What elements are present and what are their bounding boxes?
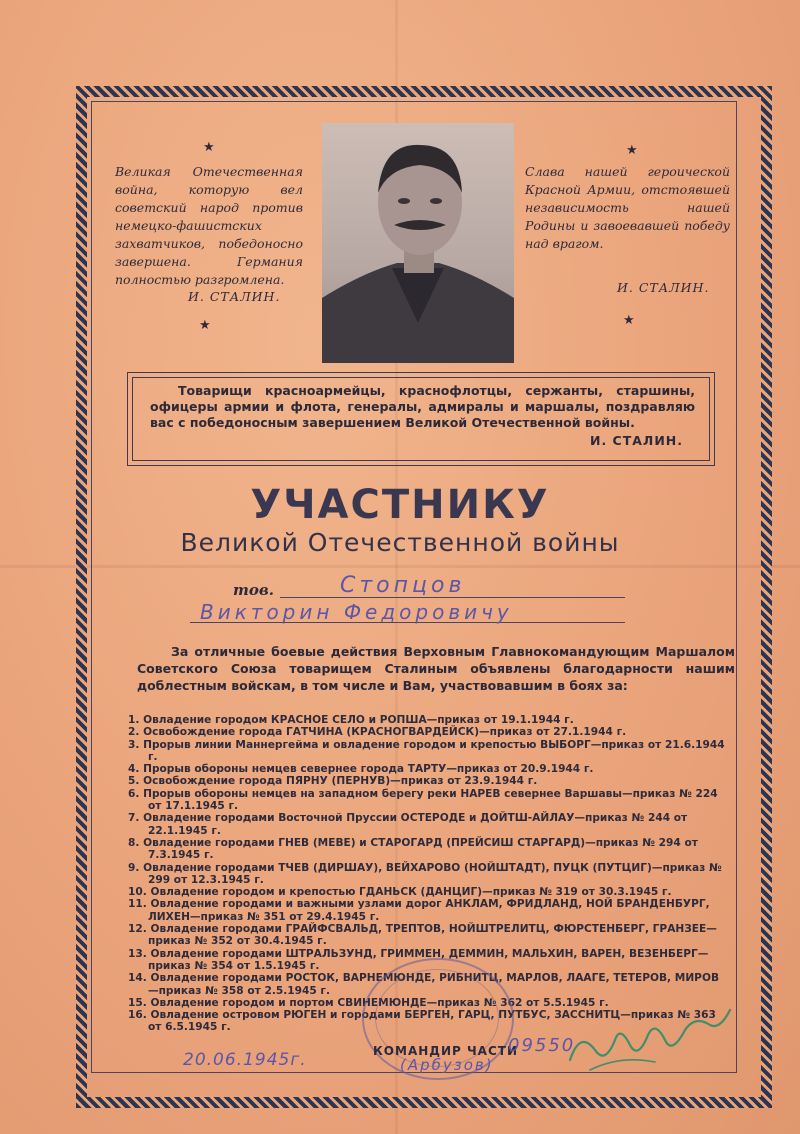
left-quote-signature: И. СТАЛИН.: [188, 289, 281, 304]
certificate-subtitle: Великой Отечественной войны: [180, 528, 620, 557]
recipient-name: Викторин Федоровичу: [200, 600, 513, 624]
unit-number: 09550: [508, 1035, 576, 1056]
list-item: 6. Прорыв обороны немцев на западном берегу реки НАРЕВ севернее Варшавы—приказ № 224 от 17.1.1945 г.: [128, 787, 718, 813]
list-item: 2. Освобождение города ГАТЧИНА (КРАСНОГВАРДЕЙСК)—приказ от 27.1.1944 г.: [128, 726, 627, 739]
certificate-title: УЧАСТНИКУ: [250, 482, 550, 528]
recipient-surname: Стопцов: [340, 573, 466, 598]
list-item: 11. Овладение городами и важными узлами дорог АНКЛАМ, ФРИДЛАНД, НОЙ БРАНДЕНБУРГ, ЛИХЕН—приказ № 351 от 29.4.1945 г.: [128, 898, 710, 923]
list-item: 12. Овладение городами ГРАЙФСВАЛЬД, ТРЕПТОВ, НОЙШТРЕЛИТЦ, ФЮРСТЕНБЕРГ, ГРАНЗЕЕ—приказ № 352 от 30.4.1945 г.: [128, 923, 717, 948]
right-quote-signature: И. СТАЛИН.: [617, 280, 710, 295]
list-item: 5. Освобождение города ПЯРНУ (ПЕРНУВ)—приказ от 23.9.1944 г.: [128, 775, 538, 788]
address-signature: И. СТАЛИН.: [590, 433, 683, 448]
star-icon: ★: [203, 140, 215, 155]
star-icon: ★: [623, 313, 635, 328]
list-item: 1. Овладение городом КРАСНОЕ СЕЛО и РОПША—приказ от 19.1.1944 г.: [128, 714, 574, 726]
star-icon: ★: [626, 143, 638, 158]
commander-label: КОМАНДИР ЧАСТИ: [373, 1044, 519, 1058]
list-item: 3. Прорыв линии Маннергейма и овладение городом и крепостью ВЫБОРГ—приказ от 21.6.1944 г.: [128, 738, 725, 763]
list-item: 7. Овладение городами Восточной Пруссии ОСТЕРОДЕ и ДОЙТШ-АЙЛАУ—приказ № 244 от 22.1.1945 г.: [128, 812, 688, 837]
recipient-prefix: тов.: [233, 581, 274, 599]
list-item: 14. Овладение городами РОСТОК, ВАРНЕМЮНДЕ, РИБНИТЦ, МАРЛОВ, ЛААГЕ, ТЕТЕРОВ, МИРОВ—приказ № 358 от 2.5.1945 г.: [128, 972, 720, 997]
list-item: 9. Овладение городами ТЧЕВ (ДИРШАУ), ВЕЙХАРОВО (НОЙШТАДТ), ПУЦК (ПУТЦИГ)—приказ № 299 от 12.3.1945 г.: [128, 861, 722, 886]
portrait-image: [322, 123, 514, 363]
left-quote: Великая Отечественная война, которую вел советский народ против немецко-фашистских захватчиков, победоносно завершена. Германия полностью разгромлена.: [115, 164, 303, 287]
right-quote: Слава нашей героической Красной Армии, отстоявшей независимость нашей Родины и завоевавшей победу над врагом.: [525, 164, 730, 251]
list-item: 4. Прорыв обороны немцев севернее города ТАРТУ—приказ от 20.9.1944 г.: [128, 763, 594, 776]
issue-date: 20.06.1945г.: [183, 1050, 307, 1070]
list-item: 10. Овладение городом и крепостью ГДАНЬСК (ДАНЦИГ)—приказ № 319 от 30.3.1945 г.: [128, 886, 672, 899]
handwritten-signature: [560, 1000, 740, 1080]
list-item: 16. Овладение островом РЮГЕН и городами БЕРГЕН, ГАРЦ, ПУТБУС, ЗАССНИТЦ—приказ № 363 от 6.5.1945 г.: [128, 1009, 716, 1034]
list-item: 15. Овладение городом и портом СВИНЕМЮНДЕ—приказ № 362 от 5.5.1945 г.: [128, 996, 609, 1009]
list-item: 8. Овладение городами ГНЕВ (МЕВЕ) и СТАРОГАРД (ПРЕЙСИШ СТАРГАРД)—приказ № 294 от 7.3.1945 г.: [128, 836, 698, 862]
commander-name: (Арбузов): [400, 1056, 494, 1074]
address-text: Товарищи красноармейцы, краснофлотцы, сержанты, старшины, офицеры армии и флота, генералы, адмиралы и маршалы, поздравляю вас с победоносным завершением Великой Отечественной войны.: [150, 383, 695, 430]
intro-text: За отличные боевые действия Верховным Главнокомандующим Маршалом Советского Союза товарищем Сталиным объявлены благодарности нашим доблестным войскам, в том числе и Вам, участвовавшим в боях за:: [137, 644, 735, 693]
list-item: 13. Овладение городами ШТРАЛЬЗУНД, ГРИММЕН, ДЕММИН, МАЛЬХИН, ВАРЕН, ВЕЗЕНБЕРГ—приказ № 354 от 1.5.1945 г.: [128, 947, 709, 972]
star-icon: ★: [199, 318, 211, 333]
